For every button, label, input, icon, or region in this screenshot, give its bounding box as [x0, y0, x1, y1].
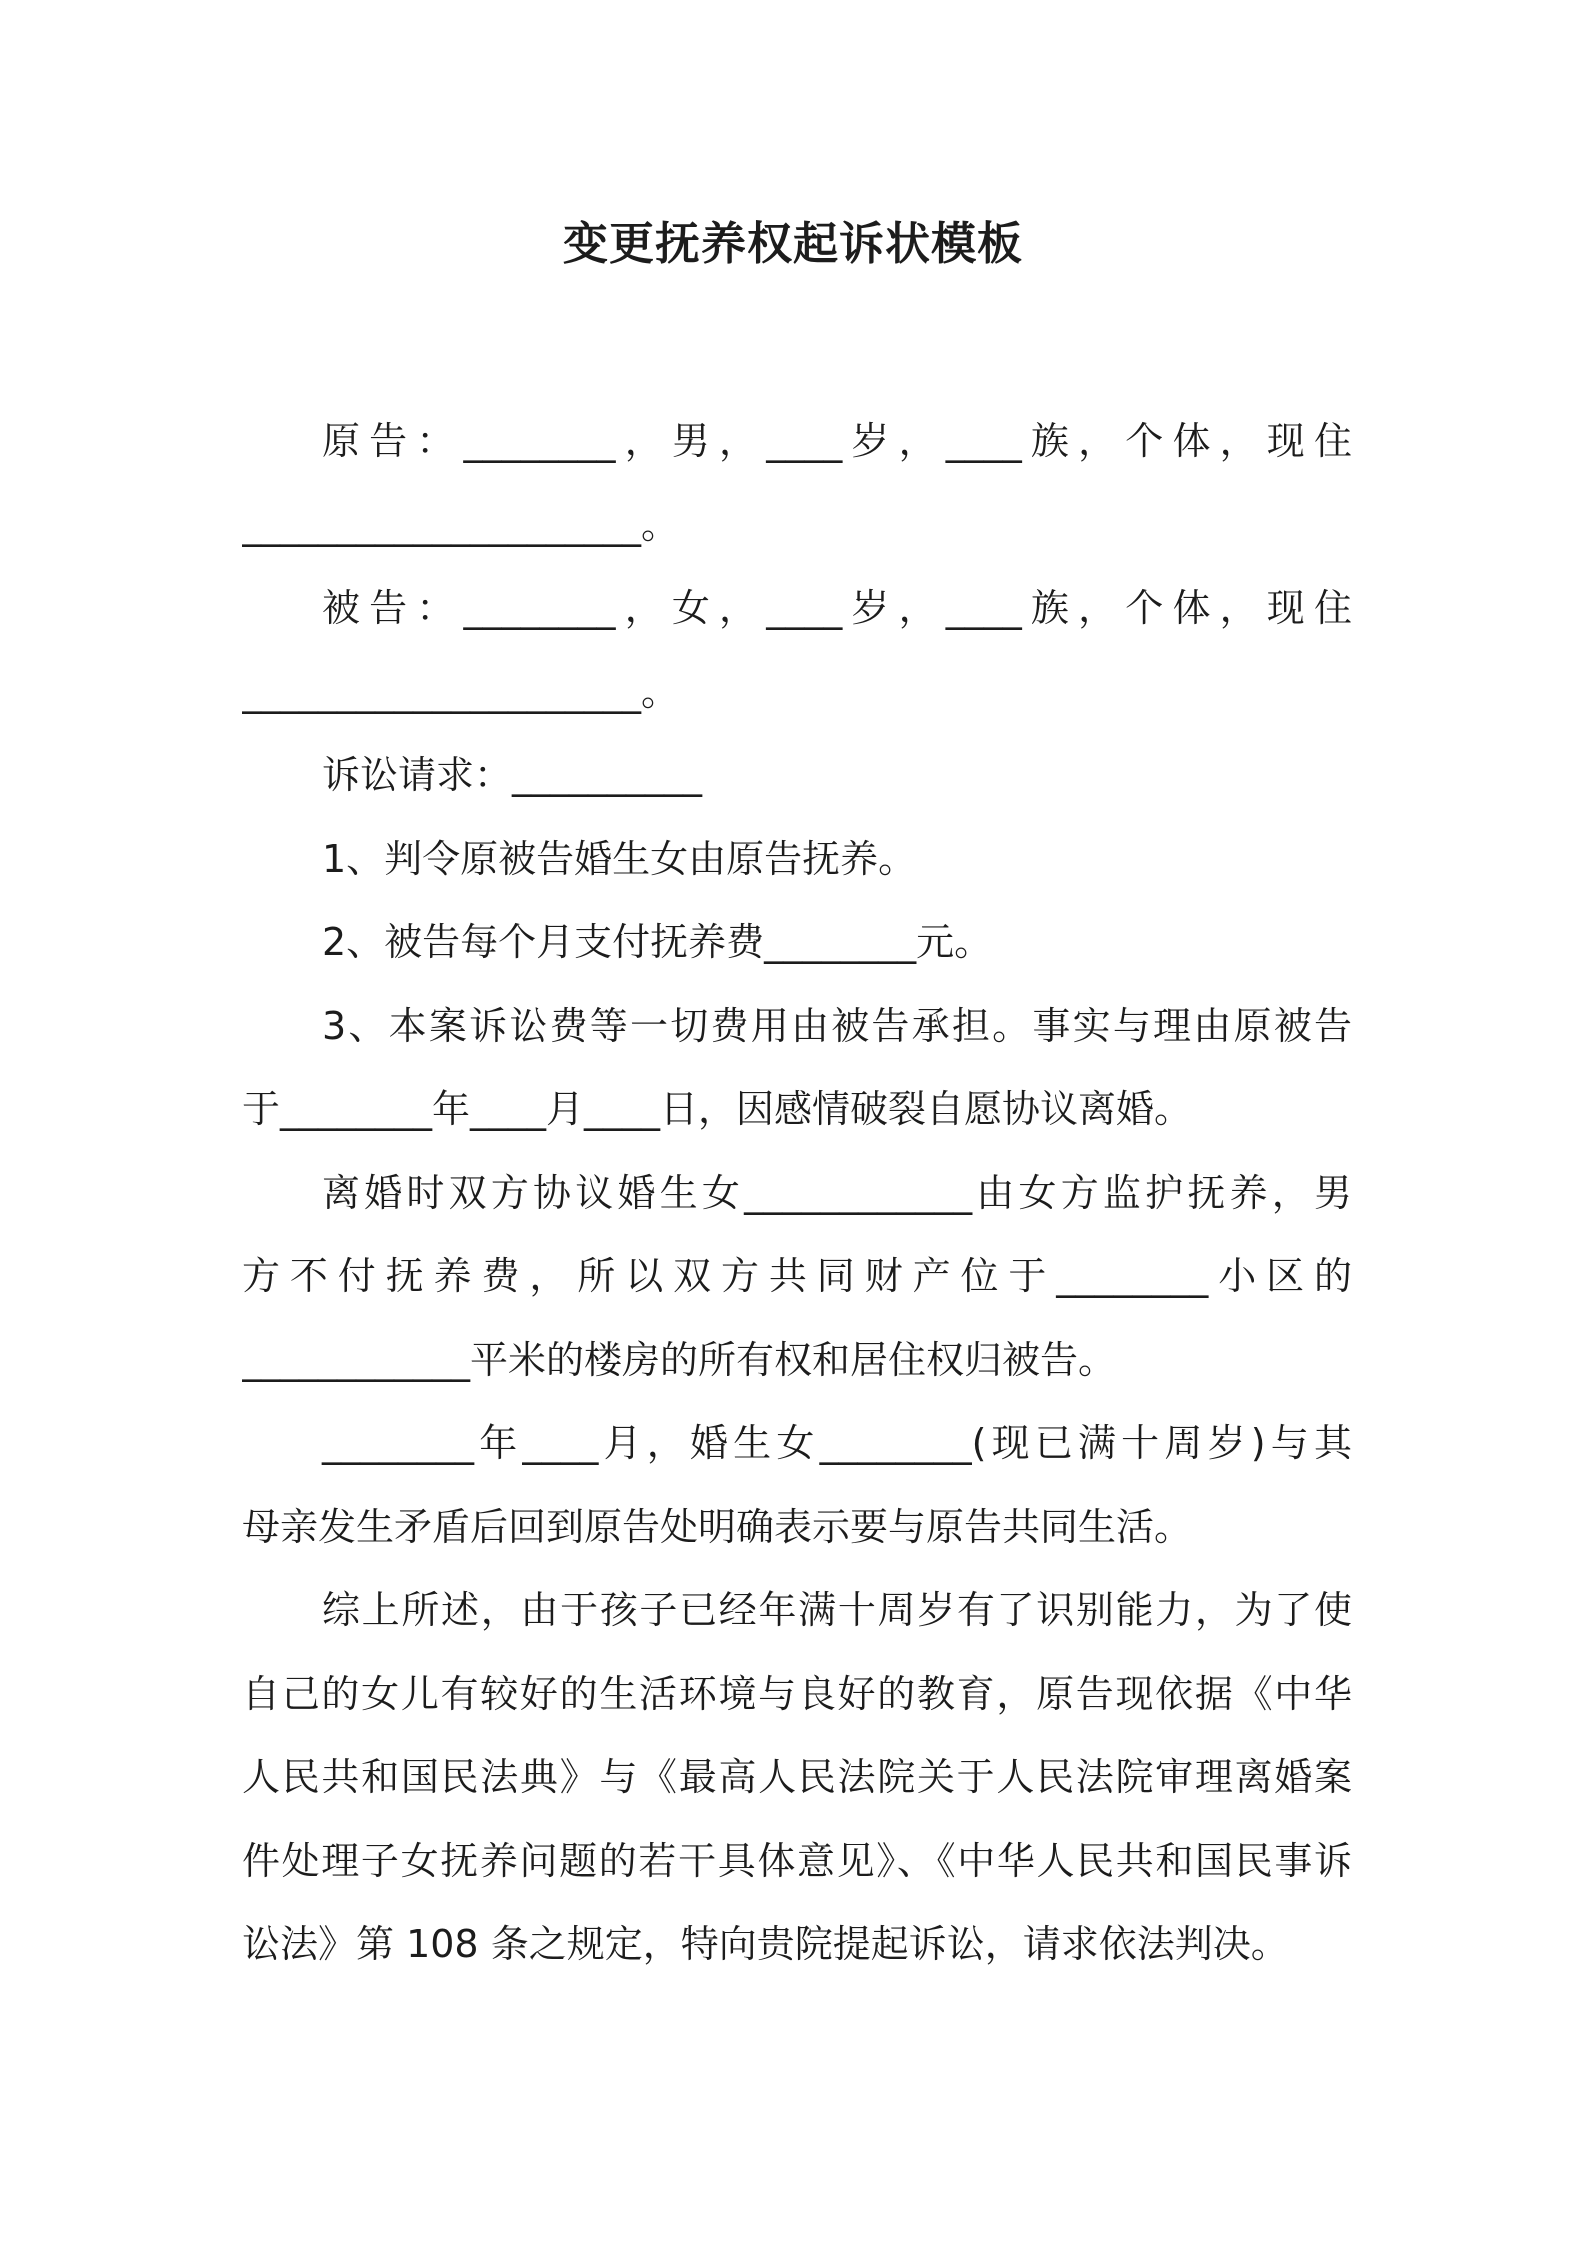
plaintiff-info-line: 原告：________，男，____岁，____族，个体，现住 [322, 419, 1352, 463]
claim-item-2: 2、被告每个月支付抚养费________元。 [322, 920, 993, 964]
summary-line-3: 人民共和国民法典》与《最高人民法院关于人民法院审理离婚案 [242, 1755, 1352, 1799]
summary-line-5: 讼法》第 108 条之规定，特向贵院提起诉讼，请求依法判决。 [242, 1922, 1289, 1966]
document-title: 变更抚养权起诉状模板 [562, 217, 1023, 270]
summary-line-4: 件处理子女抚养问题的若干具体意见》、《中华人民共和国民事诉 [242, 1838, 1352, 1883]
facts-line: 于________年____月____日，因感情破裂自愿协议离婚。 [242, 1087, 1193, 1131]
summary-line-2: 自己的女儿有较好的生活环境与良好的教育，原告现依据《中华 [242, 1671, 1352, 1716]
document-body [242, 400, 1352, 1987]
claims-heading: 诉讼请求：__________ [322, 753, 703, 797]
defendant-info-line: 被告：________，女，____岁，____族，个体，现住 [322, 586, 1352, 630]
divorce-agreement-line: 离婚时双方协议婚生女____________由女方监护抚养，男 [322, 1170, 1352, 1215]
plaintiff-address-line: _____________________。 [242, 502, 680, 547]
property-line: 方不付抚养费，所以双方共同财产位于________小区的 [242, 1254, 1352, 1298]
summary-line-1: 综上所述，由于孩子已经年满十周岁有了识别能力，为了使 [322, 1588, 1352, 1632]
defendant-address-line: _____________________。 [242, 669, 680, 714]
claim-item-1: 1、判令原被告婚生女由原告抚养。 [322, 836, 917, 881]
property-ownership-line: ____________平米的楼房的所有权和居住权归被告。 [242, 1337, 1117, 1382]
child-return-line: ________年____月，婚生女________(现已满十周岁)与其 [322, 1421, 1352, 1465]
child-wish-line: 母亲发生矛盾后回到原告处明确表示要与原告共同生活。 [242, 1504, 1193, 1549]
claim-item-3: 3、本案诉讼费等一切费用由被告承担。事实与理由原被告 [322, 1003, 1352, 1048]
